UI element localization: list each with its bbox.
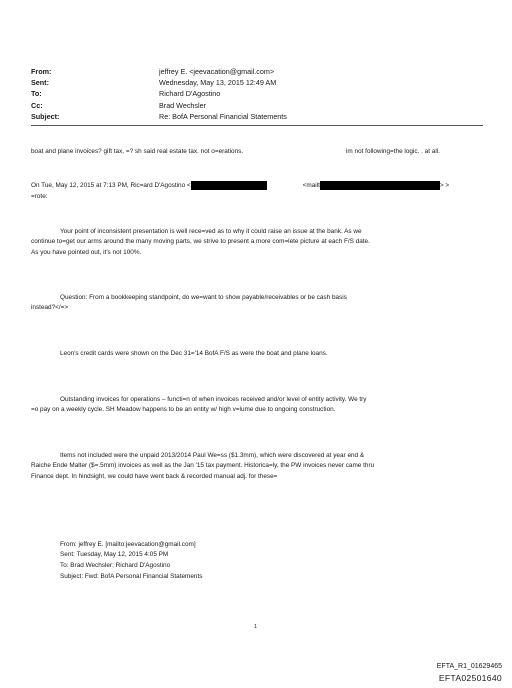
page-number: 1 <box>254 624 257 630</box>
redaction-bar <box>320 181 440 190</box>
quote-intro-wrote: =rote: <box>31 193 48 200</box>
reply-line-part2: im not following=the logic. . at all. <box>346 148 440 155</box>
paragraph-line: Your point of inconsistent presentation is well rece=ved as to why it could raise an issue at the bank. As we <box>60 228 362 235</box>
bates-number-secondary: EFTA02501640 <box>438 673 502 683</box>
to-label: To: <box>31 89 42 99</box>
paragraph-line: Raiche Ende Malter ($=.5mm) invoices as well as the Jan '15 tax payment. Historica=ly, the PW invoices never came thru <box>31 462 375 469</box>
paragraph-line: Outstanding invoices for operations – functi=n of when invoices received and/or level of entity activity. We try <box>60 396 367 403</box>
reply-line-part1: boat and plane invoices? gift tax, =? sh said real estate tax. not o=erations. <box>31 148 244 155</box>
forwarded-header-line: Subject: Fwd: BofA Personal Financial Statements <box>60 573 203 580</box>
email-header <box>31 66 287 122</box>
bates-number-primary: EFTA_R1_01629465 <box>436 663 502 670</box>
paragraph-line: continue to=get our arms around the many moving parts, we strive to present a more com=lete picture at each F/S date. <box>31 238 370 245</box>
quote-intro-mailto: <mailt <box>302 182 320 190</box>
subject-value: Re: BofA Personal Financial Statements <box>159 111 287 121</box>
forwarded-header-line: From: jeffrey E. [mailto:jeevacation@gmail.com] <box>60 541 196 548</box>
sent-label: Sent: <box>31 78 49 88</box>
paragraph-line: Leon's credit cards were shown on the Dec 31='14 BofA F/S as were the boat and plane loans. <box>60 350 328 357</box>
forwarded-header-line: Sent: Tuesday, May 12, 2015 4:05 PM <box>60 551 169 558</box>
to-row <box>31 88 287 99</box>
from-value: jeffrey E. <jeevacation@gmail.com> <box>159 67 275 76</box>
header-divider <box>31 125 483 126</box>
to-value: Richard D'Agostino <box>159 89 221 99</box>
paragraph-line: instead?</=> <box>31 304 69 311</box>
quote-intro-start: On Tue, May 12, 2015 at 7:13 PM, Ric=ard D'Agostino < <box>31 182 191 190</box>
paragraph-line: As you have pointed out, it's not 100%. <box>31 249 142 256</box>
from-label: From: <box>31 67 52 76</box>
paragraph-line: Finance dept. In hindsight, we could have went back & recorded manual adj. for these= <box>31 473 278 480</box>
subject-row <box>31 111 287 122</box>
cc-label: Cc: <box>31 100 43 110</box>
subject-label: Subject: <box>31 111 60 121</box>
paragraph-line: Question: From a bookkeeping standpoint, do we=want to show payable/receivables or be cash basis <box>60 294 347 301</box>
cc-value: Brad Wechsler <box>159 100 207 110</box>
sent-value: Wednesday, May 13, 2015 12:49 AM <box>159 78 277 88</box>
sent-row <box>31 77 287 88</box>
from-row <box>31 66 287 77</box>
forwarded-header-line: To: Brad Wechsler; Richard D'Agostino <box>60 562 171 569</box>
quote-intro-line <box>31 181 449 190</box>
paragraph-line: =o pay on a weekly cycle. SH Meadow happens to be an entity w/ high v=lume due to ongoing construction. <box>31 406 336 413</box>
paragraph-line: Items not included were the unpaid 2013/2014 Paul We=ss ($1.3mm), which were discovered at year end & <box>60 452 365 459</box>
cc-row <box>31 100 287 111</box>
redaction-bar <box>191 181 267 190</box>
quote-intro-end: > > <box>439 182 450 190</box>
